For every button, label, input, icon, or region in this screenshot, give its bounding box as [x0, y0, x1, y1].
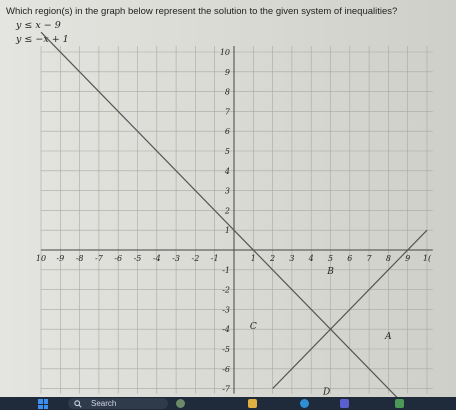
question-prompt: Which region(s) in the graph below represent the solution to the given system of inequalities?	[6, 6, 398, 17]
y-tick-label: 3	[224, 186, 230, 196]
x-tick-label: -6	[114, 254, 123, 263]
y-tick-label: -2	[222, 285, 230, 295]
y-tick-label: 2	[224, 206, 230, 216]
y-tick-label: 4	[224, 166, 230, 176]
x-tick-label: 2	[270, 254, 276, 263]
x-tick-label: 3	[289, 254, 295, 263]
y-tick-label: 5	[224, 147, 230, 156]
x-tick-label: -3	[172, 254, 180, 263]
y-tick-label: 9	[224, 67, 230, 77]
y-tick-label: -5	[222, 345, 230, 354]
x-tick-label: 5	[327, 254, 334, 263]
weather-icon[interactable]	[176, 399, 185, 408]
y-tick-label: 6	[224, 127, 230, 137]
x-tick-label: 1	[250, 254, 256, 263]
inequality-1: y ≤ x − 9	[16, 20, 61, 31]
y-tick-label: 7	[224, 107, 230, 117]
x-tick-label: -9	[56, 254, 65, 263]
y-tick-label: 8	[224, 87, 230, 97]
x-tick-label: -7	[95, 254, 103, 263]
taskbar	[0, 397, 456, 410]
search-icon	[74, 400, 82, 408]
x-tick-label: 4	[308, 254, 314, 263]
region-label-d: D	[323, 387, 331, 397]
x-tick-label: -8	[75, 254, 84, 263]
y-tick-label: 10	[219, 48, 230, 57]
y-tick-label: -6	[222, 364, 230, 374]
inequality-2: y ≤ −x + 1	[16, 34, 69, 45]
x-tick-label: -4	[152, 254, 161, 263]
region-label-c: C	[249, 322, 257, 333]
y-tick-label: -1	[222, 265, 230, 275]
y-tick-label: -3	[222, 305, 230, 315]
search-label: Search	[91, 399, 117, 408]
app-icon-2[interactable]	[395, 399, 404, 408]
x-tick-label: 8	[385, 254, 391, 263]
y-tick-label: 1	[224, 226, 230, 236]
x-tick-label: -2	[191, 254, 200, 263]
browser-icon[interactable]	[300, 399, 309, 408]
x-tick-label: 7	[366, 254, 372, 263]
x-tick-label: -5	[133, 254, 142, 263]
file-explorer-icon[interactable]	[248, 399, 257, 408]
x-tick-label: -1	[210, 254, 219, 263]
y-tick-label: -7	[222, 384, 230, 394]
x-tick-label: 9	[405, 254, 411, 263]
x-tick-label: 6	[347, 254, 353, 263]
y-tick-label: -4	[222, 325, 230, 335]
x-tick-label: 1(	[422, 254, 432, 263]
app-icon[interactable]	[340, 399, 349, 408]
taskbar-search[interactable]	[68, 398, 168, 409]
start-button[interactable]	[38, 399, 48, 409]
region-label-a: A	[385, 332, 392, 343]
region-label-b: B	[327, 266, 334, 277]
x-tick-label: 10	[35, 254, 47, 263]
